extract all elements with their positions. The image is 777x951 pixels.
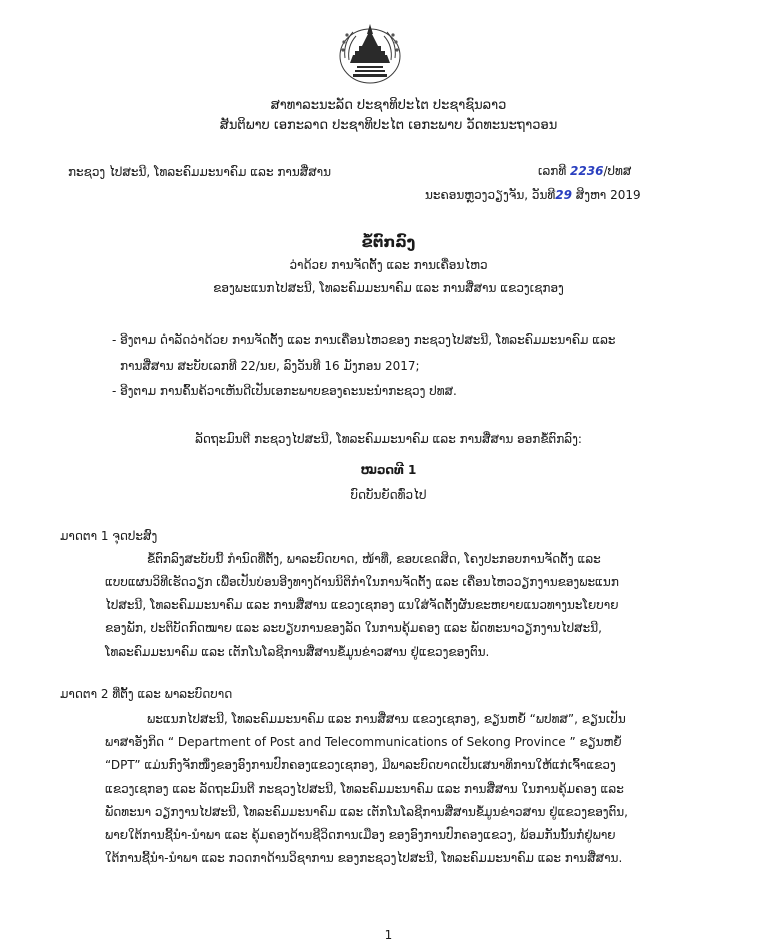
handwritten-day: 29 — [555, 188, 572, 202]
reference-1-line-1: - ອີງຕາມ ດຳລັດວ່າດ້ວຍ ການຈັດຕັ້ງ ແລະ ການເຄື່ອນໄຫວຂອງ ກະຊວງໄປສະນີ, ໂທລະຄົມມະນາຄົມ ແລະ — [112, 333, 616, 347]
article-1-line: ຂອງພັກ, ປະຕິບັດກົດໝາຍ ແລະ ລະບຽບການຂອງລັດ ໃນການຄຸ້ມຄອງ ແລະ ພັດທະນາວຽກງານໄປສະນີ, — [105, 621, 602, 636]
document-number-prefix: ເລກທີ — [538, 164, 567, 178]
decree-line: ລັດຖະມົນຕີ ກະຊວງໄປສະນີ, ໂທລະຄົມມະນາຄົມ ແລະ ການສື່ສານ ອອກຂໍ້ຕົກລົງ: — [195, 432, 582, 446]
ministry-name: ກະຊວງ ໄປສະນີ, ໂທລະຄົມມະນາຄົມ ແລະ ການສື່ສານ — [68, 165, 332, 179]
article-1-line: ໂທລະຄົມມະນາຄົມ ແລະ ເຕັກໂນໂລຊີການສື່ສານຂໍ້ມູນຂ່າວສານ ຢູ່ແຂວງຂອງຕົນ. — [105, 644, 490, 659]
article-2-heading: ມາດຕາ 2 ທີ່ຕັ້ງ ແລະ ພາລະບົດບາດ — [60, 687, 233, 701]
article-2-line: ພາຍໃຕ້ການຊີ້ນຳ-ນຳພາ ແລະ ຄຸ້ມຄອງດ້ານຊີວິດການເມືອງ ຂອງອົງການປົກຄອງແຂວງ, ພ້ອມກັນນັ້ນກໍ່ຢູ່ພາຍ — [105, 828, 616, 843]
article-2-line: ແຂວງເຊກອງ ແລະ ລັດຖະມົນຕີ ກະຊວງໄປສະນີ, ໂທລະຄົມມະນາຄົມ ແລະ ການສື່ສານ ໃນການຄຸ້ມຄອງ ແລະ — [105, 781, 624, 796]
national-motto: ສັນຕິພາບ ເອກະລາດ ປະຊາທິປະໄຕ ເອກະພາບ ວັດທະນະຖາວອນ — [219, 118, 558, 133]
article-1-body — [105, 548, 678, 571]
chapter-title: ບົດບັນຍັດທົ່ວໄປ — [350, 488, 427, 502]
article-2-line: ໃຕ້ການຊີ້ນຳ-ນຳພາ ແລະ ກວດກາດ້ານວິຊາການ ຂອງກະຊວງໄປສະນີ, ໂທລະຄົມມະນາຄົມ ແລະ ການສື່ສານ. — [105, 851, 623, 866]
article-1-body-cont — [105, 571, 678, 664]
document-subtitle-2: ຂອງພະແນກໄປສະນີ, ໂທລະຄົມມະນາຄົມ ແລະ ການສື່ສານ ແຂວງເຊກອງ — [213, 281, 564, 295]
page-number: 1 — [384, 928, 393, 942]
article-1-line: ໄປສະນີ, ໂທລະຄົມມະນາຄົມ ແລະ ການສື່ສານ ແຂວງເຊກອງ ແນໃສ່ຈັດຕັ້ງຜັນຂະຫຍາຍແນວທາງນະໂຍບາຍ — [105, 598, 619, 613]
place-date-prefix: ນະຄອນຫຼວງວຽງຈັນ, ວັນທີ — [425, 188, 556, 202]
document-subtitle-1: ວ່າດ້ວຍ ການຈັດຕັ້ງ ແລະ ການເຄື່ອນໄຫວ — [289, 258, 488, 272]
article-1-line: ແບບແຜນວິທີເຮັດວຽກ ເພື່ອເປັນບ່ອນອີງທາງດ້ານນິຕິກຳໃນການຈັດຕັ້ງ ແລະ ເຄື່ອນໄຫວວຽກງານຂອງພະແນກ — [105, 575, 619, 589]
article-2-line: ພັດທະນາ ວຽກງານໄປສະນີ, ໂທລະຄົມມະນາຄົມ ແລະ ເຕັກໂນໂລຊີການສື່ສານຂໍ້ມູນຂ່າວສານ ຢູ່ແຂວງຂອງຕົນ, — [105, 804, 628, 819]
document-title: ຂໍ້ຕົກລົງ — [361, 233, 416, 251]
country-name: ສາທາລະນະລັດ ປະຊາທິປະໄຕ ປະຊາຊົນລາວ — [270, 98, 507, 113]
reference-2: - ອີງຕາມ ການຄົ້ນຄ້ວາເຫັນດີເປັນເອກະພາບຂອງຄະນະນຳກະຊວງ ປທສ. — [112, 384, 457, 398]
article-2-line: ພະແນກໄປສະນີ, ໂທລະຄົມມະນາຄົມ ແລະ ການສື່ສານ ແຂວງເຊກອງ, ຂຽນຫຍໍ້ “ພປທສ”, ຂຽນເປັນ — [147, 712, 626, 726]
document-number-suffix: /ປທສ — [603, 164, 632, 178]
lao-national-emblem-icon — [335, 18, 405, 88]
article-1-heading: ມາດຕາ 1 ຈຸດປະສົງ — [60, 529, 158, 543]
place-date-suffix: ສິງຫາ 2019 — [575, 188, 641, 202]
article-2-line: ພາສາອັງກິດ “ Department of Post and Telecommunications of Sekong Province ” ຂຽນຫຍໍ້ — [105, 735, 622, 750]
article-2-line: “DPT” ແມ່ນກົງຈັກໜຶ່ງຂອງອົງການປົກຄອງແຂວງເຊກອງ, ມີພາລະບົດບາດເປັນເສນາທິການໃຫ້ແກ່ເຈົ້າແຂວງ — [105, 758, 616, 773]
place-date — [425, 187, 641, 204]
chapter-label: ໝວດທີ 1 — [360, 463, 417, 477]
document-number — [538, 163, 631, 180]
article-2-body — [105, 708, 678, 870]
article-1-line: ຂໍ້ຕົກລົງສະບັບນີ້ ກຳນົດທີ່ຕັ້ງ, ພາລະບົດບາດ, ໜ້າທີ່, ຂອບເຂດສິດ, ໂຄງປະກອບການຈັດຕັ້ງ ແລະ — [147, 552, 601, 566]
reference-1-line-2: ການສື່ສານ ສະບັບເລກທີ 22/ນຍ, ລົງວັນທີ 16 ມັງກອນ 2017; — [120, 359, 420, 373]
document-number-handwritten: 2236 — [570, 164, 604, 178]
